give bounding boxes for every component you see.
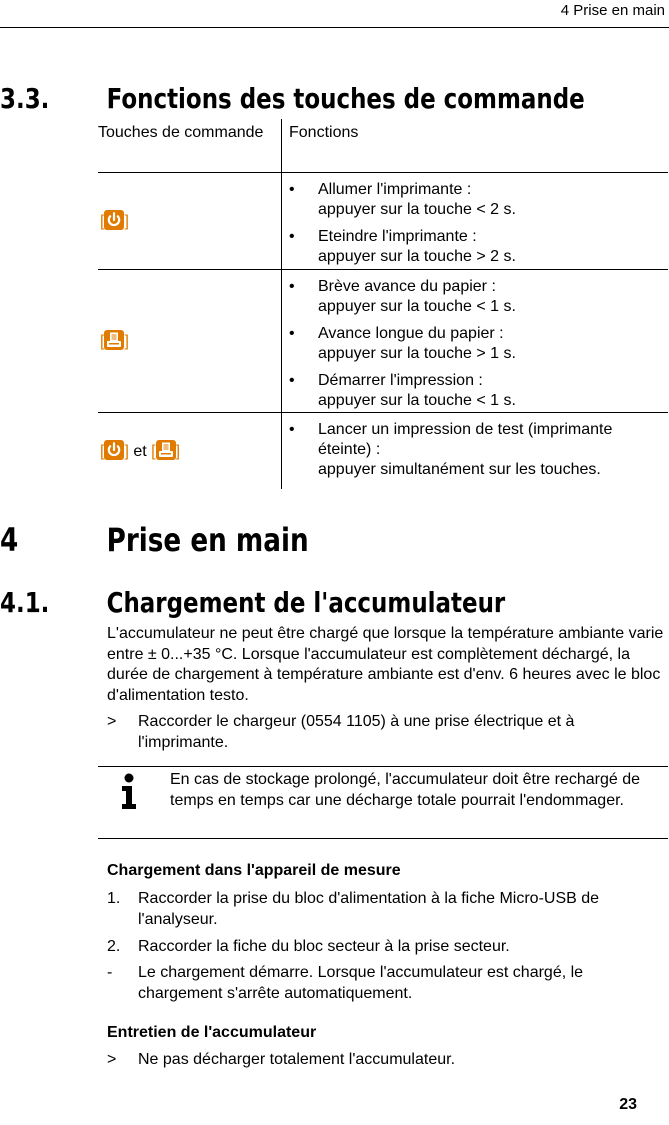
section-number: 4 — [0, 521, 19, 559]
function-text — [318, 227, 668, 267]
bullet: • — [289, 181, 295, 198]
subheading-charging: Chargement dans l'appareil de mesure — [107, 862, 401, 879]
section-title: Fonctions des touches de commande — [106, 82, 585, 115]
step-marker: > — [107, 1051, 117, 1068]
step-text: Ne pas décharger totalement l'accumulateur. — [138, 1051, 456, 1068]
table-row — [98, 413, 668, 490]
function-line: appuyer sur la touche < 2 s. — [318, 201, 516, 218]
function-text — [318, 371, 668, 411]
list-item — [107, 1050, 667, 1071]
running-header: 4 Prise en main — [560, 2, 665, 19]
step-marker: 1. — [107, 890, 121, 907]
section-title: Chargement de l'accumulateur — [106, 586, 506, 619]
list-item — [289, 227, 668, 267]
key-bracket-open: [ — [100, 333, 105, 350]
functions-cell — [282, 270, 669, 413]
key-cell — [98, 270, 282, 413]
section-title: Prise en main — [106, 521, 309, 559]
power-icon — [104, 440, 124, 460]
step-text: Le chargement démarre. Lorsque l'accumulateur est chargé, le chargement s'arrête automatiquement. — [138, 964, 584, 1002]
list-item — [289, 371, 668, 411]
list-item — [289, 277, 668, 317]
function-line: Allumer l'imprimante : — [318, 181, 472, 198]
function-line: Eteindre l'imprimante : — [318, 228, 477, 245]
page-number: 23 — [619, 1096, 637, 1113]
step-marker: 2. — [107, 938, 121, 955]
list-item — [107, 712, 667, 753]
section-4-1-heading — [0, 586, 506, 619]
section-3-3-heading — [0, 82, 585, 115]
header-rule — [0, 27, 669, 28]
function-text — [318, 324, 668, 364]
col-header-functions: Fonctions — [282, 119, 669, 173]
list-item — [289, 324, 668, 364]
paper-feed-icon — [104, 330, 124, 350]
function-line: Lancer un impression de test (imprimante éteinte) : — [318, 421, 613, 458]
step-marker: > — [107, 713, 117, 730]
key-bracket-close: ] — [124, 213, 129, 230]
section-number: 3.3. — [0, 82, 50, 115]
step-marker: - — [107, 964, 113, 981]
key-joiner: et — [128, 443, 152, 460]
list-item — [107, 963, 667, 1004]
function-line: appuyer sur la touche > 2 s. — [318, 248, 516, 265]
col-header-keys: Touches de commande — [98, 119, 282, 173]
power-icon — [104, 210, 124, 230]
step-text: Raccorder la fiche du bloc secteur à la prise secteur. — [138, 938, 510, 955]
key-bracket-close: ] — [124, 443, 129, 460]
step-text: Raccorder la prise du bloc d'alimentation à la fiche Micro-USB de l'analyseur. — [138, 890, 600, 928]
function-line: Démarrer l'impression : — [318, 372, 483, 389]
list-item — [107, 889, 667, 930]
key-bracket-open: [ — [151, 443, 156, 460]
section-4-heading — [0, 521, 309, 559]
function-text — [318, 180, 668, 220]
table-row — [98, 270, 668, 413]
info-icon — [118, 773, 140, 811]
function-text — [318, 420, 668, 480]
list-item — [289, 180, 668, 220]
function-line: appuyer sur la touche > 1 s. — [318, 345, 516, 362]
function-line: appuyer simultanément sur les touches. — [318, 461, 601, 478]
keys-table — [98, 119, 668, 489]
bullet: • — [289, 228, 295, 245]
bullet: • — [289, 325, 295, 342]
table-row — [98, 173, 668, 270]
function-line: appuyer sur la touche < 1 s. — [318, 392, 516, 409]
list-item — [289, 420, 668, 480]
section-number: 4.1. — [0, 586, 50, 619]
subheading-maintenance: Entretien de l'accumulateur — [107, 1024, 317, 1041]
info-note — [98, 766, 668, 839]
functions-cell — [282, 413, 669, 490]
list-item — [107, 937, 667, 958]
intro-paragraph: L'accumulateur ne peut être chargé que lorsque la température ambiante varie entre ± 0...+35 °C. Lorsque l'accumulateur est complètement déchargé, la durée de chargement à température ambiante est d'env. 6 heures avec le bloc d'alimentation testo. — [107, 625, 664, 704]
bullet: • — [289, 278, 295, 295]
note-text: En cas de stockage prolongé, l'accumulateur doit être rechargé de temps en temps car une décharge totale pourrait l'endommager. — [170, 771, 640, 809]
key-bracket-open: [ — [100, 443, 105, 460]
bullet: • — [289, 372, 295, 389]
step-text: Raccorder le chargeur (0554 1105) à une prise électrique et à l'imprimante. — [138, 713, 575, 751]
functions-cell — [282, 173, 669, 270]
table-header-row — [98, 119, 668, 173]
function-line: Avance longue du papier : — [318, 325, 504, 342]
key-bracket-close: ] — [175, 443, 181, 460]
key-bracket-close: ] — [124, 333, 129, 350]
bullet: • — [289, 421, 295, 438]
function-text — [318, 277, 668, 317]
function-line: appuyer sur la touche < 1 s. — [318, 298, 516, 315]
key-bracket-open: [ — [100, 213, 105, 230]
function-line: Brève avance du papier : — [318, 278, 496, 295]
key-cell — [98, 413, 282, 490]
key-cell — [98, 173, 282, 270]
paper-feed-icon — [156, 440, 176, 460]
